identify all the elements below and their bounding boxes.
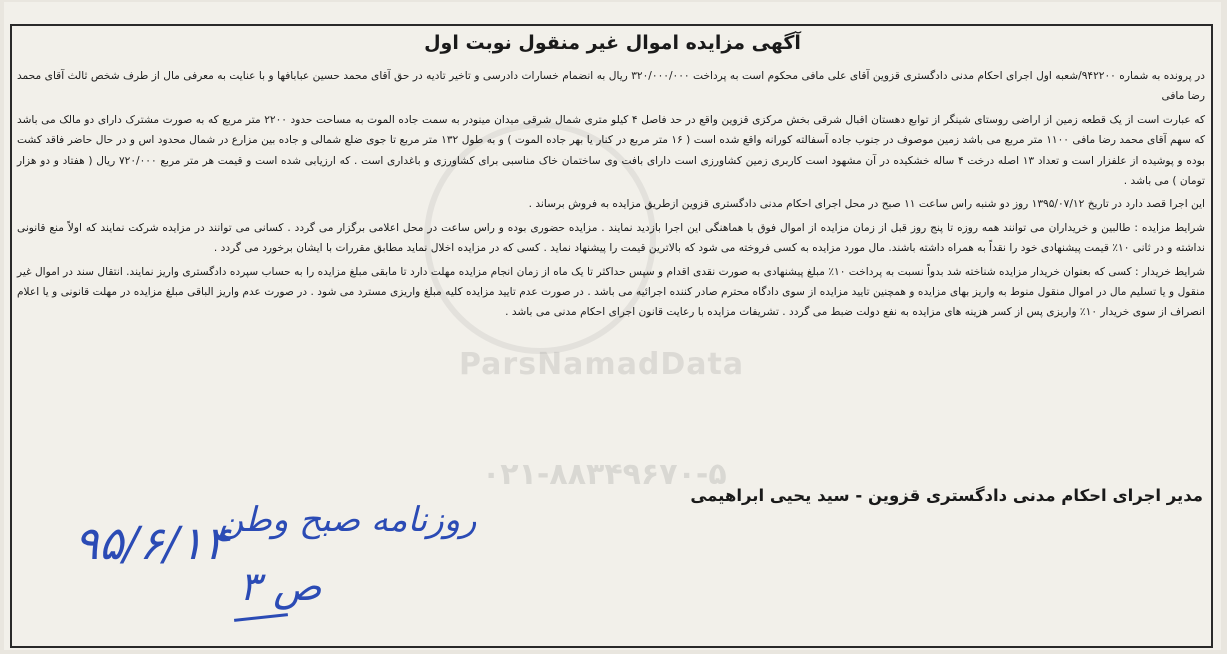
signature-line: مدیر اجرای احکام مدنی دادگستری قزوین - سید یحیی ابراهیمی xyxy=(690,486,1203,505)
notice-title: آگهی مزایده اموال غیر منقول نوبت اول xyxy=(424,32,801,54)
notice-sheet xyxy=(4,2,1221,650)
paragraph-property: که عبارت است از یک قطعه زمین از اراضی روستای شینگر از توابع دهستان اقبال شرقی بخش مرکزی قزوین واقع در حد فاصل ۴ کیلو متری شمال شرقی میدان مینودر به سمت جاده الموت به مساحت حدود ۲۲۰۰ متر مربع که به صورت مشترک دارای دو مالک می باشد که سهم آقای محمد رضا مافی ۱۱۰۰ متر مربع می باشد زمین موصوف در جنوب جاده آسفالته کورانه واقع شده است ( ۱۶ متر مربع در کنار یا بهر جاده الموت ) و به طول ۱۳۲ متر مربع تا جوی ضلع شمالی و جاده بین مزارع در شمال محدود اس و در حال حاضر فاقد کشت بوده و پوشیده از علفزار است و تعداد ۱۳ اصله درخت ۴ ساله خشکیده در آن مشهود است کاربری زمین کشاورزی است دارای بافت وی ساختمان خاک مناسبی برای کشاورزی و باغداری است . که ارزیابی شده است و قیمت هر متر مربع ۷۲۰/۰۰۰ ریال ( هفتاد و دو هزار تومان ) می باشد . xyxy=(17,113,1206,188)
notice-body xyxy=(17,66,1205,326)
paragraph-date: این اجرا قصد دارد در تاریخ ۱۳۹۵/۰۷/۱۲ روز دو شنبه راس ساعت ۱۱ صبح در محل اجرای احکام مدنی دادگستری قزوین ازطریق مزایده به فروش برساند . xyxy=(528,198,1205,211)
phone-watermark: ۰۲۱-۸۸۳۴۹۶۷۰-۵ xyxy=(482,457,727,492)
paragraph-buyer-terms: شرایط خریدار : کسی که بعنوان خریدار مزایده شناخته شد بدواً نسبت به پرداخت ۱۰٪ مبلغ پیشنهادی به صورت نقدی اقدام و سپس حداکثر تا یک ماه از زمان انجام مزایده مهلت دارد تا مابقی مبلغ مزایده را به حساب سپرده دادگستری واریز نمایند. انتقال سند در اموال غیر منقول و یا تسلیم مال در اموال منقول منوط به واریز بهای مزایده و همچنین تایید مزایده از سوی دادگاه محترم صادر کننده اجرائیه می باشد . در صورت عدم تایید مزایده کلیه مبلغ واریزی مسترد می شود . در صورت عدم واریز الباقی مبلغ مزایده در مهلت قانونی و یا اعلام انصراف از سوی خریدار ۱۰٪ واریزی پس از کسر هزینه های مزایده به نفع دولت ضبط می گردد . تشریفات مزایده با رعایت قانون اجرای احکام مدنی می باشد . xyxy=(17,265,1205,319)
handwritten-newspaper: روزنامه صبح وطن xyxy=(219,500,477,540)
brand-watermark: ParsNamadData xyxy=(459,347,745,382)
handwritten-page: ص ۳ xyxy=(239,564,322,610)
handwritten-date: ۹۵/۶/۱۴ xyxy=(74,516,229,570)
paragraph-case: در پرونده به شماره ۹۴۲۲۰۰/شعبه اول اجرای احکام مدنی دادگستری قزوین آقای علی مافی محکوم است به پرداخت ۳۲۰/۰۰۰/۰۰۰ ریال به انضمام خسارات دادرسی و تاخیر تادیه در حق آقای محمد حسین عبابافها و با عنایت به معرفی مال از طرف شخص ثالث آقای محمد رضا مافی xyxy=(17,70,1205,103)
paragraph-auction-terms: شرایط مزایده : طالبین و خریداران می توانند همه روزه تا پنج روز قبل از زمان مزایده از اموال فوق با هماهنگی این اجرا بازدید نمایند . مزایده حضوری بوده و راس ساعت در محل اعلامی برگزار می گردد . کسانی می توانند در مزایده شرکت نمایند که اولاً منع قانونی نداشته و در ثانی ۱۰٪ قیمت پیشنهادی خود را نقداً به همراه داشته باشند. مال مورد مزایده به کسی فروخته می شود که بالاترین قیمت را پیشنهاد نماید . کسی که در مزایده اخلال نماید مطابق مقررات با ایشان برخورد می گردد . xyxy=(17,221,1205,255)
